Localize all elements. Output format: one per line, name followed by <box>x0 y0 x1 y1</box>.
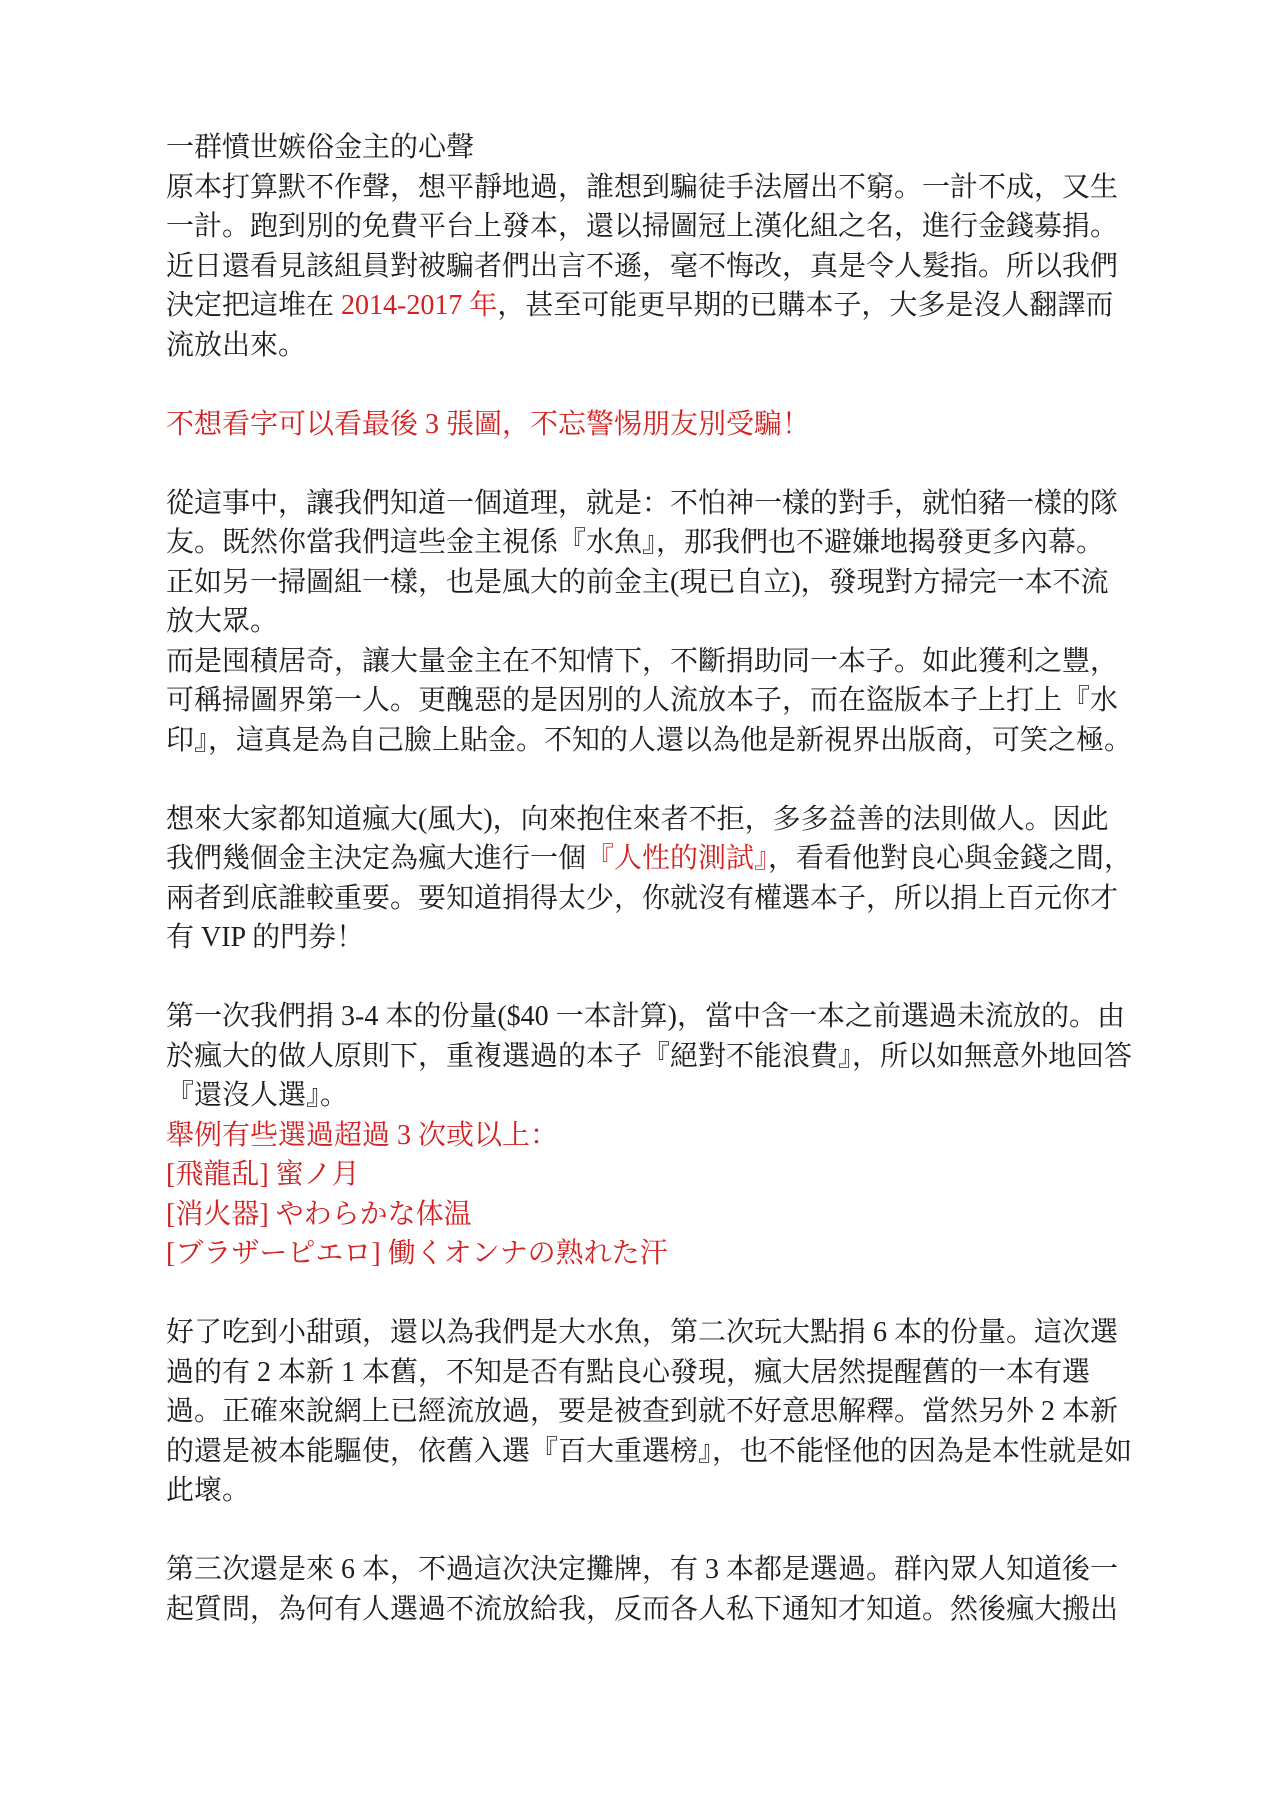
text-line <box>166 721 1133 761</box>
text-line <box>166 681 1126 721</box>
text-line <box>166 563 1126 603</box>
text-segment: 『還沒人選』。 <box>166 1080 349 1111</box>
example-heading <box>166 1116 1126 1156</box>
red-text-segment: [飛龍乱] 蜜ノ月 <box>166 1159 360 1190</box>
text-segment: 好了吃到小甜頭，還以為我們是大水魚，第二次玩大點捐 6 本的份量。這次選 <box>166 1317 1119 1348</box>
text-segment: 從這事中，讓我們知道一個道理，就是：不怕神一樣的對手，就怕豬一樣的隊 <box>166 487 1119 519</box>
text-segment: 可稱掃圖界第一人。更醜惡的是因別的人流放本子，而在盜版本子上打上『水 <box>166 685 1119 716</box>
text-segment: 此壞。 <box>166 1475 251 1506</box>
text-line <box>166 760 1126 800</box>
text-segment: 而是囤積居奇，讓大量金主在不知情下，不斷捐助同一本子。如此獲利之豐， <box>166 645 1119 677</box>
text-segment: ，甚至可能更早期的已購本子，大多是沒人翻譯而 <box>497 290 1114 321</box>
text-segment: 第三次還是來 6 本，不過這次決定攤牌，有 3 本都是選過。群內眾人知道後一 <box>166 1554 1119 1585</box>
text-line <box>166 286 1126 326</box>
text-segment: 過的有 2 本新 1 本舊，不知是否有點良心發現，瘋大居然提醒舊的一本有選 <box>166 1356 1091 1388</box>
text-line <box>166 168 1126 208</box>
text-line <box>166 444 1126 484</box>
text-line <box>166 839 1133 879</box>
text-segment: 起質問，為何有人選過不流放給我，反而各人私下通知才知道。然後瘋大搬出 <box>166 1593 1119 1625</box>
red-text-segment: [ブラザーピエロ] 働くオンナの熟れた汗 <box>166 1238 668 1269</box>
text-line <box>166 484 1126 524</box>
text-line <box>166 1313 1126 1353</box>
text-segment: 流放出來。 <box>166 329 307 361</box>
red-text-segment: 『人性的測試』 <box>586 843 769 874</box>
red-text-segment: 舉例有些選過超過 3 次或以上： <box>166 1119 559 1151</box>
text-line <box>166 997 1126 1037</box>
red-text-segment: 不想看字可以看最後 3 張圖，不忘警惕朋友別受騙！ <box>166 408 811 440</box>
text-line <box>166 1353 1126 1393</box>
text-line <box>166 1076 1126 1116</box>
text-segment: 兩者到底誰較重要。要知道捐得太少，你就沒有權選本子，所以捐上百元你才 <box>166 882 1119 914</box>
text-line <box>166 1432 1133 1472</box>
text-segment: 有 VIP 的門券！ <box>166 922 365 953</box>
text-line <box>166 879 1126 919</box>
text-line <box>166 918 1126 958</box>
example-item <box>166 1195 1126 1235</box>
text-segment: 印』，這真是為自己臉上貼金。不知的人還以為他是新視界出版商，可笑之極。 <box>166 724 1133 756</box>
text-line <box>166 1590 1126 1630</box>
text-segment: 一計。跑到別的免費平台上發本，還以掃圖冠上漢化組之名，進行金錢募捐。 <box>166 211 1119 242</box>
text-segment: 放大眾。 <box>166 606 279 637</box>
text-segment: 一群憤世嫉俗金主的心聲 <box>166 132 475 163</box>
text-line <box>166 958 1126 998</box>
document-text <box>166 128 1133 1629</box>
text-segment: 過。正確來說網上已經流放過，要是被查到就不好意思解釋。當然另外 2 本新 <box>166 1396 1119 1427</box>
document-title <box>166 128 1126 168</box>
text-segment: 正如另一掃圖組一樣，也是風大的前金主(現已自立)，發現對方掃完一本不流 <box>166 566 1109 598</box>
example-item <box>166 1155 1126 1195</box>
text-line <box>166 1511 1126 1551</box>
text-segment: 於瘋大的做人原則下，重複選過的本子『絕對不能浪費』，所以如無意外地回答 <box>166 1040 1133 1072</box>
text-segment: 第一次我們捐 3-4 本的份量($40 一本計算)，當中含一本之前選過未流放的。由 <box>166 1001 1125 1032</box>
text-segment: 友。既然你當我們這些金主視係『水魚』，那我們也不避嫌地揭發更多內幕。 <box>166 527 1105 558</box>
text-line <box>166 642 1126 682</box>
red-text-segment: [消火器] やわらかな体温 <box>166 1198 472 1230</box>
text-segment: 決定把這堆在 <box>166 290 342 321</box>
text-line <box>166 326 1126 366</box>
text-line <box>166 1550 1126 1590</box>
warning-line <box>166 405 1126 445</box>
red-text-segment: 2014-2017 年 <box>341 290 498 321</box>
example-item <box>166 1234 1126 1274</box>
text-line <box>166 1392 1126 1432</box>
text-segment: 想來大家都知道瘋大(風大)，向來抱住來者不拒，多多益善的法則做人。因此 <box>166 803 1109 835</box>
text-line <box>166 602 1126 642</box>
text-line <box>166 365 1126 405</box>
text-segment: 的還是被本能驅使，依舊入選『百大重選榜』，也不能怪他的因為是本性就是如 <box>166 1435 1133 1467</box>
text-line <box>166 247 1126 287</box>
text-line <box>166 523 1126 563</box>
text-line <box>166 1037 1133 1077</box>
text-line <box>166 800 1126 840</box>
text-segment: ，看看他對良心與金錢之間， <box>768 843 1133 874</box>
text-segment: 原本打算默不作聲，想平靜地過，誰想到騙徒手法層出不窮。一計不成，又生 <box>166 171 1119 203</box>
text-line <box>166 1274 1126 1314</box>
text-segment: 我們幾個金主決定為瘋大進行一個 <box>166 843 587 874</box>
text-segment: 近日還看見該組員對被騙者們出言不遜，毫不悔改，真是令人髮指。所以我們 <box>166 250 1119 282</box>
text-line <box>166 1471 1126 1511</box>
text-line <box>166 207 1126 247</box>
